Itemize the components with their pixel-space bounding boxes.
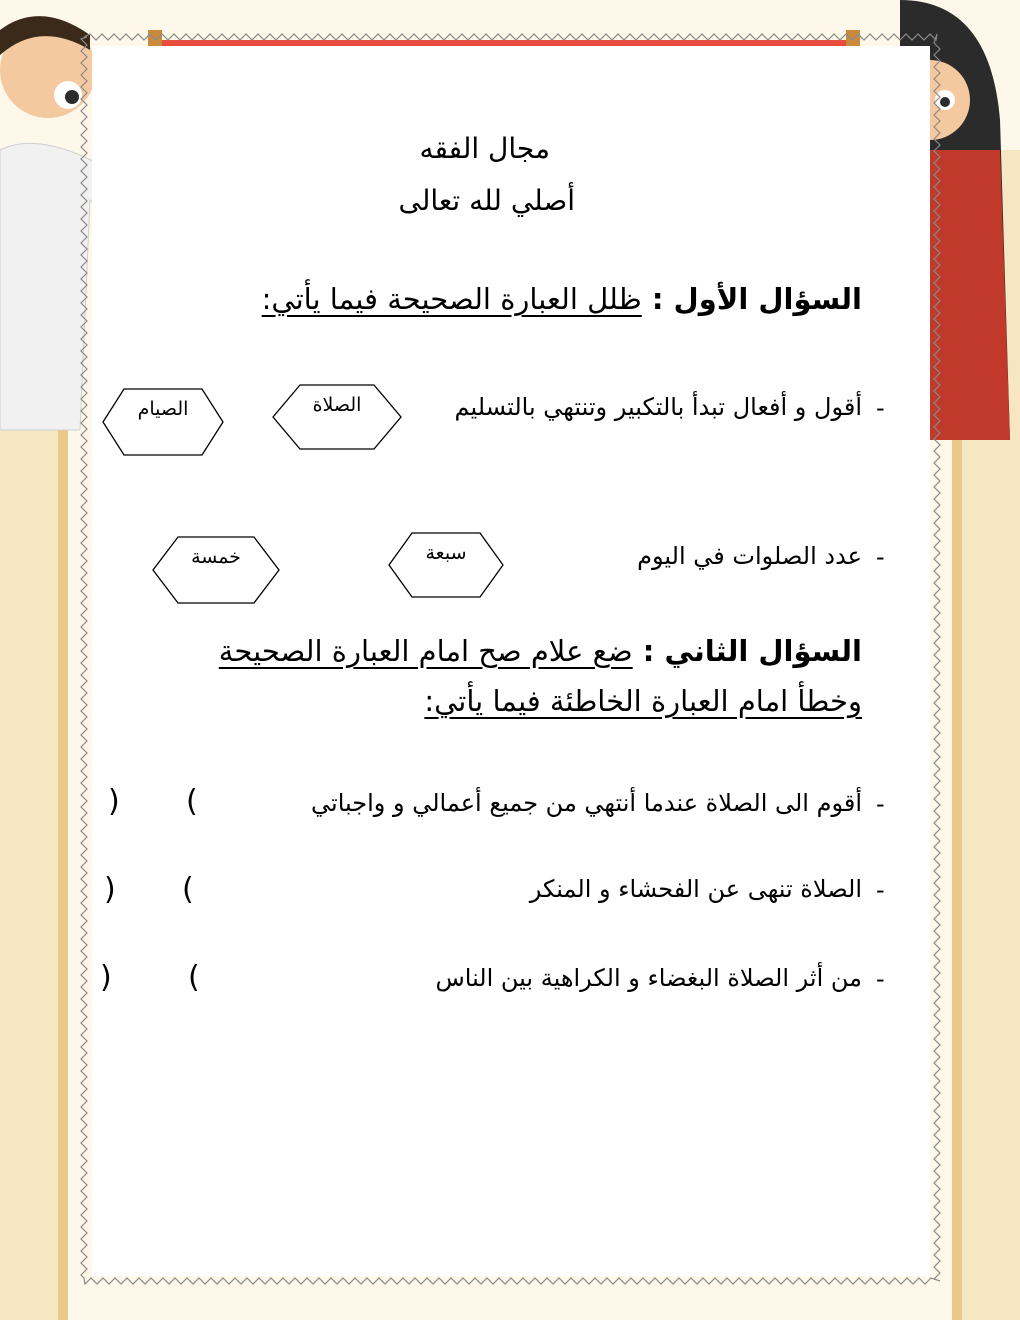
question1-instruction: ظلل العبارة الصحيحة فيما يأتي: (261, 282, 642, 316)
question1-heading (262, 282, 862, 316)
question1-label: السؤال الأول : (651, 282, 862, 316)
question2-heading (219, 634, 862, 668)
q2-item1-answer-box[interactable] (122, 788, 184, 824)
question2-instruction-line2: وخطأ امام العبارة الخاطئة فيما يأتي: (424, 684, 862, 718)
q1-item1-text: أقول و أفعال تبدأ بالتكبير وتنتهي بالتسليم (454, 393, 862, 421)
bullet-dash: - (876, 543, 885, 571)
question2-instruction-line1: ضع علام صح امام العبارة الصحيحة (218, 634, 633, 668)
q1-item2-option-sab3a[interactable] (388, 532, 504, 598)
bullet-dash: - (876, 876, 885, 904)
q2-item1-text: أقوم الى الصلاة عندما أنتهي من جميع أعمالي و واجباتي (311, 789, 862, 817)
q1-item1-option-siyam[interactable] (102, 388, 224, 456)
question2-label: السؤال الثاني : (642, 634, 862, 668)
bullet-dash: - (876, 965, 885, 993)
q1-item2-option-khamsa[interactable] (152, 536, 280, 604)
answer-paren-open: ( (188, 960, 200, 995)
answer-paren-close: ) (108, 784, 120, 819)
q2-item2-text: الصلاة تنهى عن الفحشاء و المنكر (529, 875, 862, 903)
bullet-dash: - (876, 790, 885, 818)
q2-item2-answer-box[interactable] (118, 876, 180, 912)
answer-paren-close: ) (104, 872, 116, 907)
domain-title: مجال الفقه (419, 132, 550, 165)
option-label: الصيام (137, 398, 189, 420)
bullet-dash: - (876, 394, 885, 422)
option-label: خمسة (191, 546, 241, 568)
q1-item2-text: عدد الصلوات في اليوم (637, 542, 862, 570)
answer-paren-open: ( (182, 872, 194, 907)
option-label: سبعة (425, 542, 467, 564)
q2-item3-text: من أثر الصلاة البغضاء و الكراهية بين الناس (435, 964, 862, 992)
q1-item1-option-salah[interactable] (272, 384, 402, 450)
option-label: الصلاة (312, 394, 362, 416)
answer-paren-close: ) (100, 960, 112, 995)
lesson-title: أصلي لله تعالى (398, 184, 575, 217)
question2-heading-line2 (424, 684, 862, 718)
answer-paren-open: ( (186, 784, 198, 819)
q2-item3-answer-box[interactable] (116, 964, 186, 1000)
